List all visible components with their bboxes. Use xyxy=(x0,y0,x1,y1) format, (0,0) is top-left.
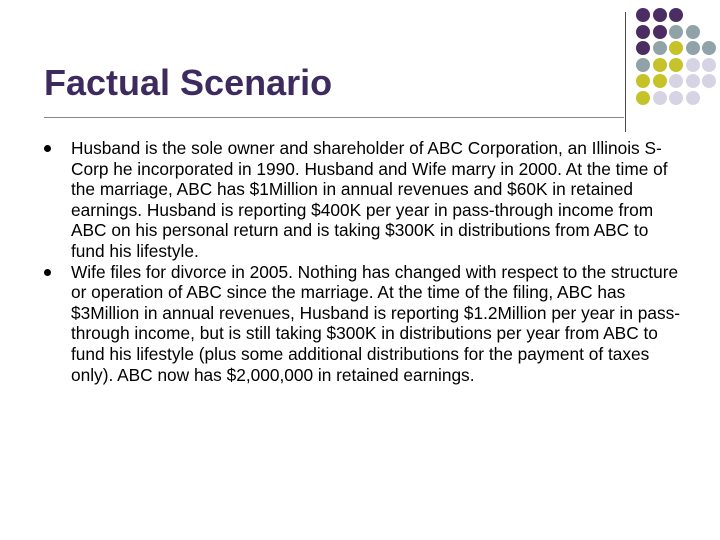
decorative-dot xyxy=(636,25,650,39)
bullet-list xyxy=(44,138,684,385)
bullet-text: Wife files for divorce in 2005. Nothing has changed with respect to the structure or operation of ABC since the marriage. At the time of the filing, ABC has $3Million in annual revenues, Husband is reporting $1.2Million per year in pass-through income, but is still taking $300K in distributions per year from ABC to fund his lifestyle (plus some additional distributions for the payment of taxes only). ABC now has $2,000,000 in retained earnings. xyxy=(71,261,681,385)
decorative-dot xyxy=(686,74,700,88)
bullet-item-2 xyxy=(44,262,684,386)
decorative-dot xyxy=(653,74,667,88)
decorative-dot xyxy=(686,91,700,105)
decorative-dot-grid xyxy=(636,8,720,108)
decorative-dot xyxy=(653,8,667,22)
bullet-icon xyxy=(44,269,51,276)
decorative-dot xyxy=(636,58,650,72)
decorative-dot xyxy=(686,58,700,72)
decorative-dot xyxy=(702,41,716,55)
bullet-text: Husband is the sole owner and shareholder of ABC Corporation, an Illinois S-Corp he incorporated in 1990. Husband and Wife marry in 2000. At the time of the marriage, ABC has $1Million in annual revenues and $60K in retained earnings. Husband is reporting $400K per year in pass-through income from ABC on his personal return and is taking $300K in distributions from ABC to fund his lifestyle. xyxy=(71,138,668,261)
decorative-dot xyxy=(636,91,650,105)
decorative-dot xyxy=(702,74,716,88)
decorative-dot xyxy=(653,41,667,55)
decorative-dot xyxy=(702,58,716,72)
decorative-dot xyxy=(669,74,683,88)
bullet-icon xyxy=(44,145,51,152)
decorative-dot xyxy=(636,74,650,88)
decorative-vertical-line xyxy=(625,12,626,132)
decorative-dot xyxy=(653,58,667,72)
decorative-dot xyxy=(653,91,667,105)
decorative-dot xyxy=(669,8,683,22)
decorative-dot xyxy=(653,25,667,39)
decorative-dot xyxy=(669,25,683,39)
decorative-dot xyxy=(636,41,650,55)
decorative-dot xyxy=(686,25,700,39)
decorative-dot xyxy=(636,8,650,22)
decorative-dot xyxy=(669,58,683,72)
bullet-item-1 xyxy=(44,138,684,262)
decorative-dot xyxy=(686,41,700,55)
title-underline xyxy=(44,117,624,118)
decorative-dot xyxy=(669,91,683,105)
decorative-dot xyxy=(669,41,683,55)
slide-title: Factual Scenario xyxy=(44,62,333,103)
